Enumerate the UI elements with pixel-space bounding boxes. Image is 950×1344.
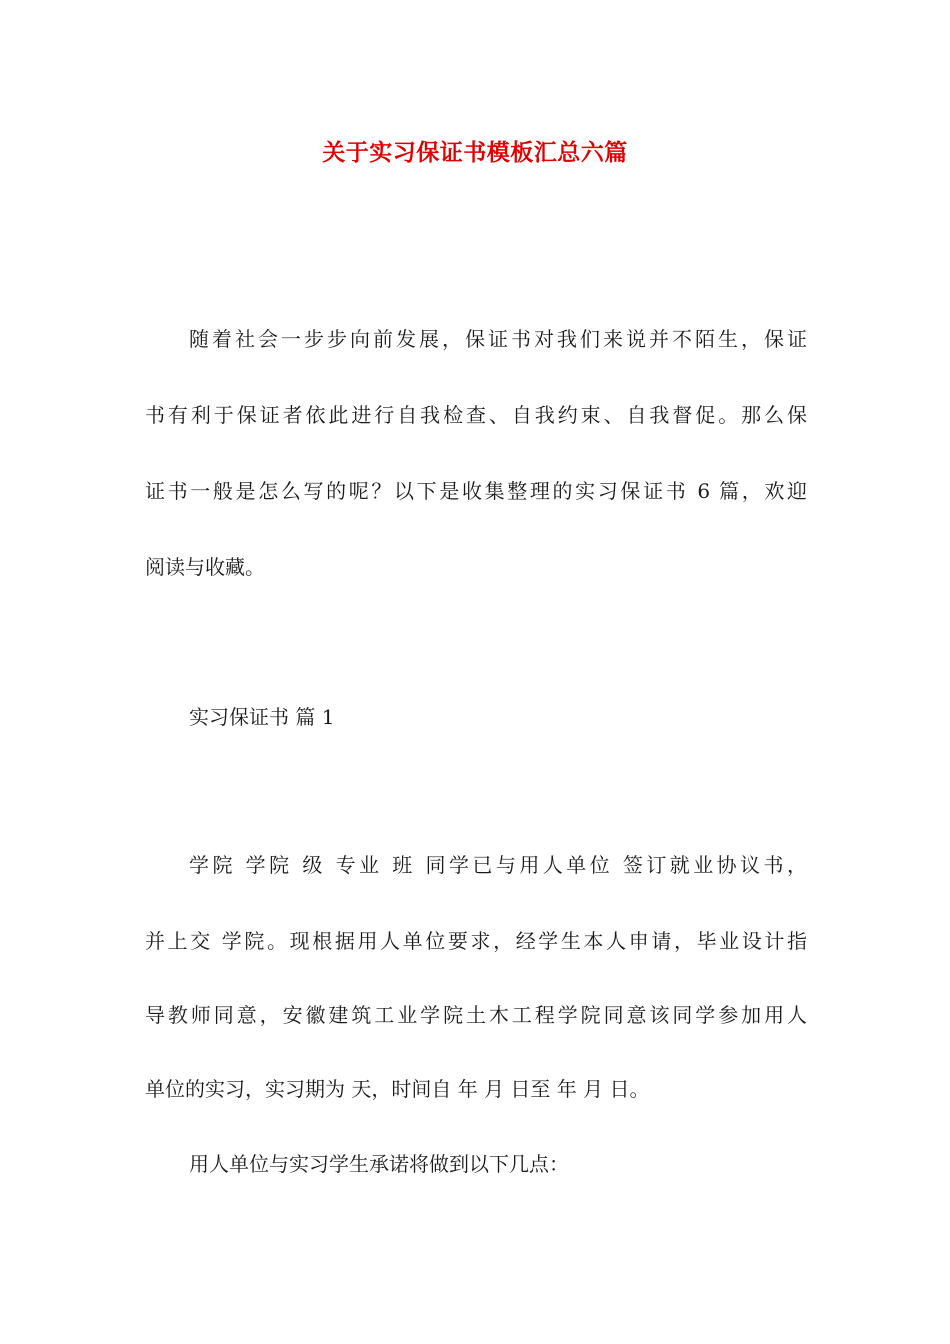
body-line: 单位的实习，实习期为 天，时间自 年 月 日至 年 月 日。 [145, 1077, 650, 1101]
intro-line: 书有利于保证者依此进行自我检查、自我约束、自我督促。那么保 [145, 403, 807, 427]
intro-line: 随着社会一步步向前发展，保证书对我们来说并不陌生，保证 [189, 327, 807, 351]
intro-line: 证书一般是怎么写的呢？以下是收集整理的实习保证书 6 篇，欢迎 [145, 479, 807, 503]
body-line: 并上交 学院。现根据用人单位要求，经学生本人申请，毕业设计指 [145, 929, 807, 953]
section-heading: 实习保证书 篇 1 [189, 705, 335, 729]
body-line: 导教师同意，安徽建筑工业学院土木工程学院同意该同学参加用人 [145, 1003, 807, 1027]
commitment-line: 用人单位与实习学生承诺将做到以下几点： [189, 1152, 569, 1176]
body-line: 学院 学院 级 专业 班 同学已与用人单位 签订就业协议书， [189, 853, 807, 877]
intro-line: 阅读与收藏。 [145, 555, 265, 579]
document-title: 关于实习保证书模板汇总六篇 [322, 139, 628, 166]
